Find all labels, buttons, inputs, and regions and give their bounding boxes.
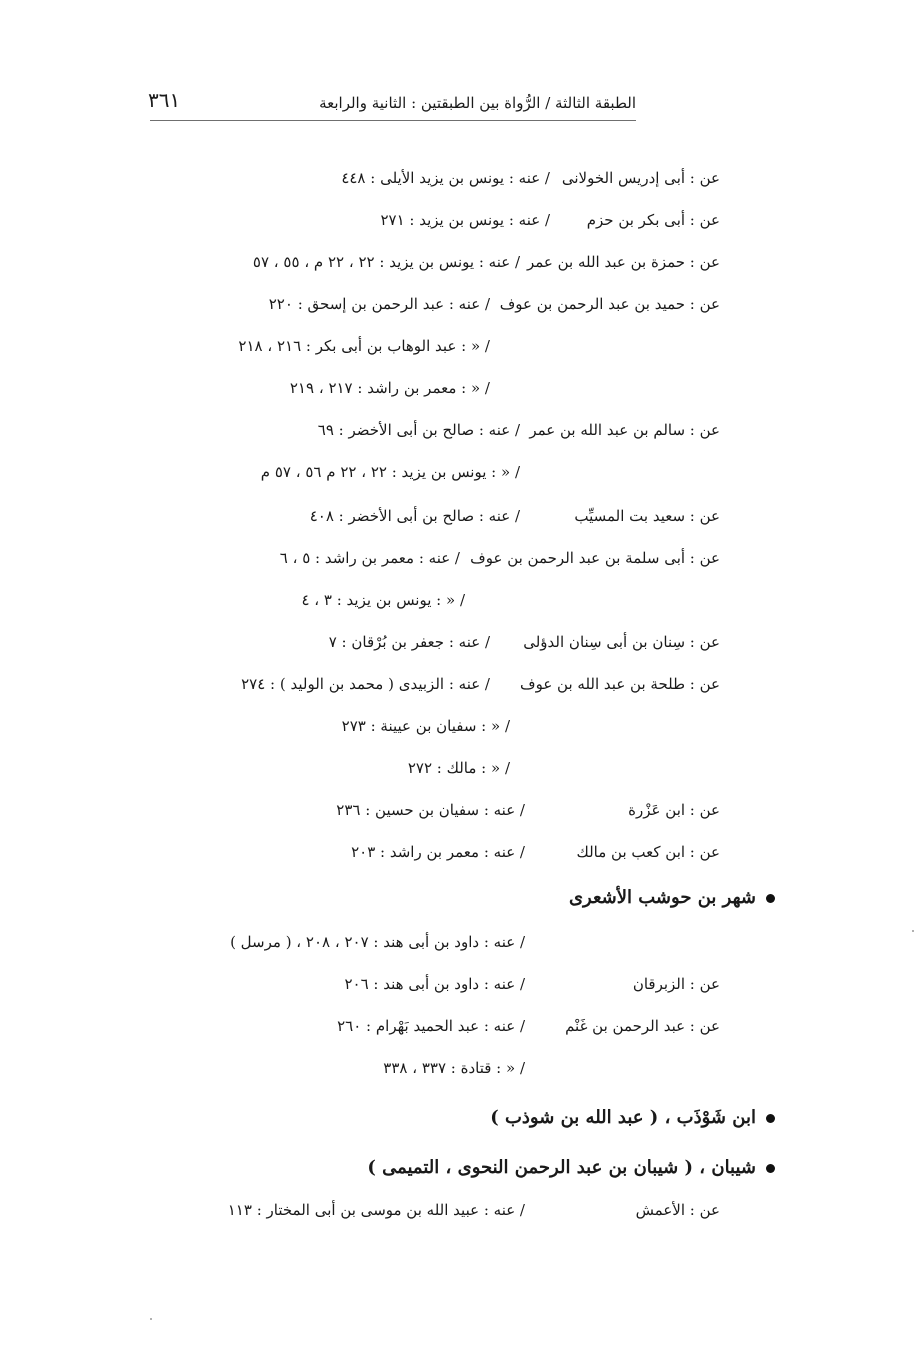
narration-transmitters: / عنه : صالح بن أبى الأخضر : ٦٩ [317, 421, 520, 439]
narration-transmitters: / « : معمر بن راشد : ٢١٧ ، ٢١٩ [289, 379, 490, 397]
narration-source: عن : الأعمش [635, 1201, 720, 1219]
narration-line [331, 1016, 720, 1036]
narration-line [255, 462, 720, 482]
narration-line [338, 974, 720, 994]
narration-line [222, 1200, 720, 1220]
narration-line [235, 674, 720, 694]
narration-transmitters: / « : قتادة : ٣٣٧ ، ٣٣٨ [383, 1059, 525, 1077]
narration-line [323, 632, 720, 652]
bullet-icon [766, 1114, 775, 1123]
narration-transmitters: / عنه : معمر بن راشد : ٢٠٣ [351, 843, 525, 861]
narration-source: عن : الزبرقان [632, 975, 720, 993]
narration-line [374, 210, 720, 230]
narrator-entry-heading [490, 1106, 775, 1130]
running-title: الطبقة الثالثة / الرُّواة بين الطبقتين : الثانية والرابعة [319, 94, 636, 112]
narration-transmitters: / عنه : عبد الرحمن بن إسحق : ٢٢٠ [268, 295, 490, 313]
bullet-icon [766, 1164, 775, 1173]
narration-transmitters: / عنه : داود بن أبى هند : ٢٠٧ ، ٢٠٨ ، ( مرسل ) [230, 933, 525, 951]
scan-speck [912, 930, 914, 932]
page-number: ٣٦١ [148, 88, 181, 112]
narration-transmitters: / عنه : جعفر بن بُرْقان : ٧ [328, 633, 490, 651]
narration-transmitters: / « : مالك : ٢٧٢ [407, 759, 510, 777]
narration-transmitters: / « : يونس بن يزيد : ٢٢ ، ٢٢ م ٥٦ ، ٥٧ م [260, 463, 520, 481]
narration-transmitters: / عنه : الزبيدى ( محمد بن الوليد ) : ٢٧٤ [241, 675, 490, 693]
narration-line [402, 758, 720, 778]
narration-source: عن : سعيد بت المسيِّب [574, 507, 720, 525]
entry-title: شهر بن حوشب الأشعرى [568, 887, 756, 908]
narration-transmitters: / عنه : يونس بن يزيد الأيلى : ٤٤٨ [341, 169, 550, 187]
narration-transmitters: / « : سفيان بن عيينة : ٢٧٣ [341, 717, 510, 735]
narration-transmitters: / عنه : داود بن أبى هند : ٢٠٦ [344, 975, 525, 993]
narration-source: عن : ابن كعب بن مالك [576, 843, 720, 861]
narration-transmitters: / عنه : سفيان بن حسين : ٢٣٦ [336, 801, 525, 819]
narration-transmitters: / عنه : صالح بن أبى الأخضر : ٤٠٨ [309, 507, 520, 525]
bullet-icon [766, 894, 775, 903]
narration-line [336, 716, 720, 736]
entry-title: شيبان ، ( شيبان بن عبد الرحمن النحوى ، التميمى ) [367, 1157, 756, 1178]
narration-source: عن : طلحة بن عبد الله بن عوف [520, 675, 720, 693]
narration-line [263, 294, 720, 314]
narration-transmitters: / عنه : عبد الحميد بَهْرام : ٢٦٠ [337, 1017, 525, 1035]
narration-line [335, 168, 720, 188]
narration-source: عن : سالم بن عبد الله بن عمر [529, 421, 720, 439]
narration-line [304, 506, 720, 526]
narration-line [247, 252, 720, 272]
narration-line [330, 800, 720, 820]
narration-source: عن : أبى إدريس الخولانى [561, 169, 720, 187]
narrator-entry-heading [367, 1156, 775, 1180]
narrator-entry-heading [569, 886, 775, 910]
narration-source: عن : حميد بن عبد الرحمن بن عوف [499, 295, 720, 313]
narration-transmitters: / عنه : يونس بن يزيد : ٢٧١ [380, 211, 550, 229]
narration-transmitters: / « : عبد الوهاب بن أبى بكر : ٢١٦ ، ٢١٨ [238, 337, 490, 355]
narration-source: عن : أبى سلمة بن عبد الرحمن بن عوف [470, 549, 720, 567]
scan-speck [150, 1318, 152, 1320]
narration-line [232, 336, 720, 356]
narration-line [224, 932, 720, 952]
narration-transmitters: / عنه : معمر بن راشد : ٥ ، ٦ [279, 549, 460, 567]
narration-transmitters: / عنه : يونس بن يزيد : ٢٢ ، ٢٢ م ، ٥٥ ، ٥٧ [252, 253, 520, 271]
narration-line [377, 1058, 720, 1078]
narration-line [274, 548, 720, 568]
narration-source: عن : حمزة بن عبد الله بن عمر [526, 253, 720, 271]
narration-source: عن : عبد الرحمن بن غَنْم [565, 1017, 720, 1035]
narration-transmitters: / عنه : عبيد الله بن موسى بن أبى المختار : ١١٣ [227, 1201, 525, 1219]
narration-line [295, 590, 720, 610]
header-rule [150, 120, 636, 121]
narration-line [284, 378, 720, 398]
entry-title: ابن شَوْذَب ، ( عبد الله بن شوذب ) [490, 1107, 756, 1128]
narration-source: عن : سِنان بن أبى سِنان الدؤلى [523, 633, 720, 651]
narration-transmitters: / « : يونس بن يزيد : ٣ ، ٤ [301, 591, 465, 609]
narration-line [345, 842, 720, 862]
narration-source: عن : ابن عَزْرة [628, 801, 720, 819]
narration-source: عن : أبى بكر بن حزم [586, 211, 720, 229]
narration-line [312, 420, 720, 440]
